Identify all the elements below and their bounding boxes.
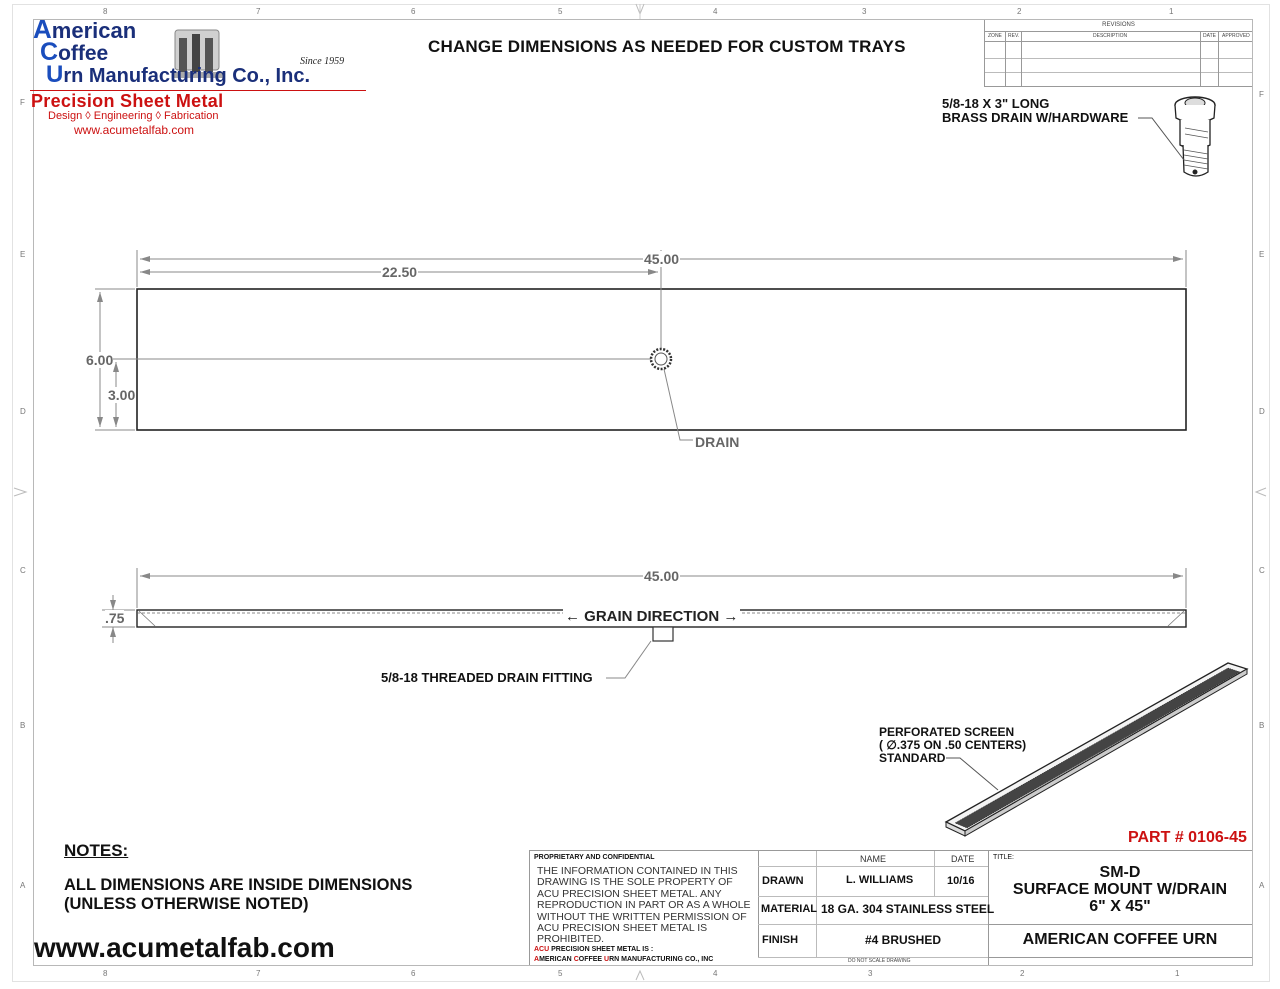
grain-direction-label: ← GRAIN DIRECTION → [565, 608, 739, 625]
zone-bottom: 7 [256, 969, 261, 978]
top-view-dimension-lines [95, 250, 1186, 440]
notes-line1: ALL DIMENSIONS ARE INSIDE DIMENSIONS [64, 876, 413, 894]
drain-callout-leader [1138, 118, 1184, 160]
notes-body [64, 876, 412, 914]
dim-height: .75 [105, 610, 125, 626]
material-label: MATERIAL [761, 903, 818, 915]
notes-line2: (UNLESS OTHERWISE NOTED) [64, 895, 309, 913]
date-header: DATE [951, 854, 975, 864]
logo-services: Design ◊ Engineering ◊ Fabrication [48, 110, 219, 122]
company-legal-name: AMERICAN COFFEE URN MANUFACTURING CO., INC [534, 956, 714, 963]
zone-bottom: 5 [558, 969, 563, 978]
drain-callout-line1: 5/8-18 X 3" LONG [942, 96, 1050, 111]
drawn-name: L. WILLIAMS [846, 874, 914, 886]
zone-right: C [1259, 566, 1265, 575]
website-link[interactable]: www.acumetalfab.com [34, 932, 335, 963]
company-name: AMERICAN COFFEE URN [1022, 931, 1218, 948]
drawing-title-line2: SURFACE MOUNT W/DRAIN [1012, 881, 1228, 898]
zone-left: C [20, 566, 26, 575]
zone-bottom: 4 [713, 969, 718, 978]
drawing-title [988, 864, 1252, 915]
logo-url[interactable]: www.acumetalfab.com [74, 123, 195, 137]
revisions-title: REVISIONS [1102, 22, 1135, 28]
logo-line-coffee: Coffee [40, 38, 109, 66]
drain-callout-line2: BRASS DRAIN W/HARDWARE [942, 110, 1129, 125]
brass-drain-illustration [1175, 97, 1215, 176]
proprietary-heading: PROPRIETARY AND CONFIDENTIAL [534, 854, 655, 861]
drawn-label: DRAWN [762, 875, 804, 887]
drain-label: DRAIN [695, 434, 740, 450]
logo-line-american: American [33, 14, 137, 44]
do-not-scale: DO NOT SCALE DRAWING [848, 958, 911, 964]
rev-col-description: DESCRIPTION [1093, 33, 1128, 39]
screen-callout [879, 726, 1026, 765]
header-title: CHANGE DIMENSIONS AS NEEDED FOR CUSTOM TRAYS [428, 37, 906, 56]
acu-is-label: ACU PRECISION SHEET METAL IS : [534, 946, 654, 953]
zone-bottom: 6 [411, 969, 416, 978]
screen-callout-line3: STANDARD [879, 751, 946, 765]
zone-right: A [1259, 881, 1265, 890]
zone-bottom: 2 [1020, 969, 1025, 978]
drain-hole [651, 349, 671, 369]
zone-top: 7 [256, 7, 261, 16]
dim-width: 6.00 [86, 352, 114, 368]
drawn-date: 10/16 [947, 875, 975, 887]
zone-top: 1 [1169, 7, 1174, 16]
zone-top: 2 [1017, 7, 1022, 16]
center-marks [14, 4, 1266, 980]
dim-half-length: 22.50 [382, 264, 418, 280]
drawing-title-line1: SM-D [1099, 864, 1141, 881]
zone-left: E [20, 250, 26, 259]
zone-bottom: 8 [103, 969, 108, 978]
material-value: 18 GA. 304 STAINLESS STEEL [821, 902, 995, 916]
part-number: PART # 0106-45 [1128, 829, 1247, 846]
top-view-arrowheads [97, 256, 1183, 427]
zone-right: E [1259, 250, 1265, 259]
zone-bottom: 1 [1175, 969, 1180, 978]
zone-left: B [20, 721, 26, 730]
proprietary-text: THE INFORMATION CONTAINED IN THIS DRAWING IS THE SOLE PROPERTY OF ACU PRECISION SHEET METAL. ANY REPRODUCTION IN PART OR AS A WHOLE WITHOUT THE WRITTEN PERMISSION OF ACU PRECISION SHEET METAL IS PROHIBITED. [537, 865, 751, 946]
zone-top: 3 [862, 7, 867, 16]
dim-half-width: 3.00 [108, 387, 136, 403]
logo-since: Since 1959 [300, 56, 345, 67]
screen-callout-line1: PERFORATED SCREEN [879, 725, 1015, 739]
zone-left: F [20, 98, 25, 107]
zone-top: 4 [713, 7, 718, 16]
rev-col-rev: REV. [1008, 33, 1020, 39]
zone-right: B [1259, 721, 1265, 730]
drain-fitting-side [653, 627, 673, 641]
drawing-title-line3: 6" X 45" [1089, 898, 1151, 915]
finish-label: FINISH [762, 934, 799, 946]
zone-right: D [1259, 407, 1265, 416]
notes-heading: NOTES: [64, 841, 129, 860]
dim-overall-length-side: 45.00 [644, 568, 680, 584]
zone-top: 5 [558, 7, 563, 16]
logo-precision: Precision Sheet Metal [31, 91, 224, 111]
dim-overall-length-top: 45.00 [644, 251, 680, 267]
drain-callout [942, 97, 1128, 125]
finish-value: #4 BRUSHED [865, 933, 942, 947]
rev-col-zone: ZONE [988, 33, 1002, 39]
rev-col-approved: APPROVED [1222, 33, 1250, 39]
revisions-block [984, 20, 1252, 87]
zone-left: A [20, 881, 26, 890]
title-block [529, 850, 1252, 965]
zone-left: D [20, 407, 26, 416]
drain-fitting-label: 5/8-18 THREADED DRAIN FITTING [381, 670, 593, 685]
rev-col-date: DATE [1203, 33, 1216, 39]
title-label: TITLE: [993, 854, 1015, 861]
zone-top: 8 [103, 7, 108, 16]
name-header: NAME [860, 854, 887, 864]
zone-bottom: 3 [868, 969, 873, 978]
logo-line-urn: Urn Manufacturing Co., Inc. [46, 61, 311, 88]
zone-top: 6 [411, 7, 416, 16]
screen-callout-line2: ( ∅.375 ON .50 CENTERS) [879, 738, 1027, 752]
company-logo [30, 14, 370, 140]
zone-right: F [1259, 90, 1264, 99]
